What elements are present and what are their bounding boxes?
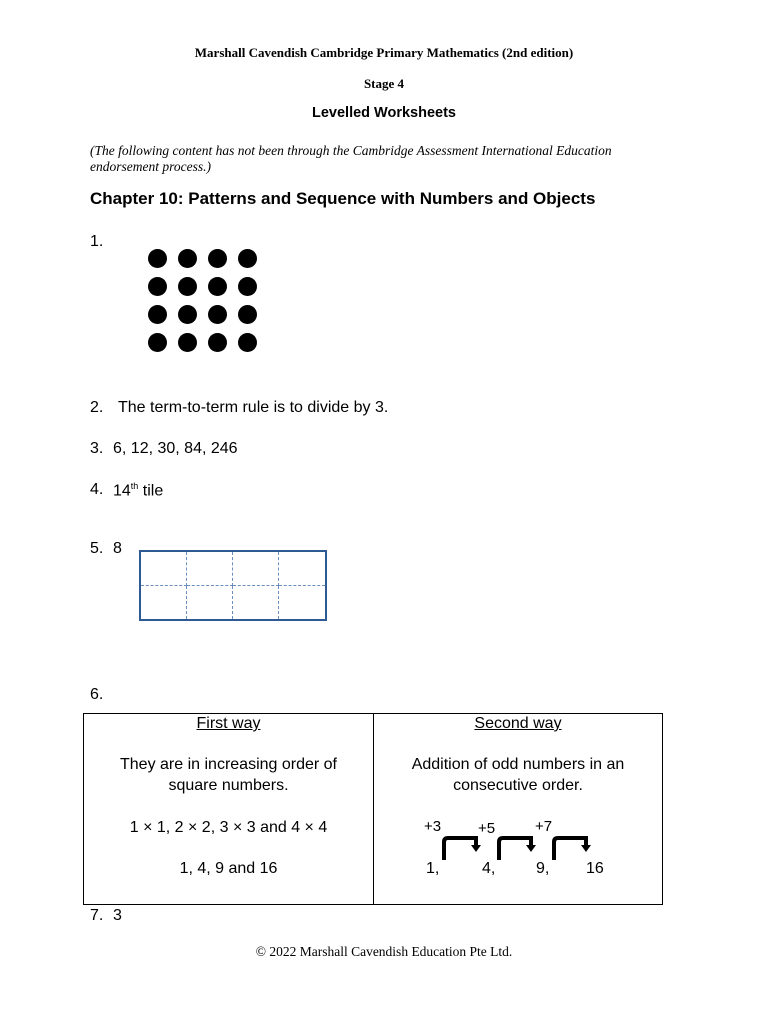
dot: [238, 277, 257, 296]
grid-cell: [279, 586, 325, 620]
step-arrow-1: [444, 838, 476, 860]
dot: [148, 333, 167, 352]
step-label-2: +5: [478, 820, 496, 837]
q4-ordinal-suffix: th: [130, 481, 139, 491]
dot: [208, 249, 227, 268]
dot: [148, 249, 167, 268]
arrowhead-2: [526, 845, 536, 852]
sequence-term-2: 4,: [482, 860, 496, 877]
first-way-expression: 1 × 1, 2 × 2, 3 × 3 and 4 × 4: [129, 819, 328, 836]
q3-answer: 6, 12, 30, 84, 246: [113, 440, 238, 457]
dot: [148, 277, 167, 296]
q1-number: 1.: [90, 233, 104, 250]
q4-value: 14: [113, 482, 131, 500]
dot: [208, 277, 227, 296]
q7-answer: 3: [113, 907, 122, 924]
step-arrow-3: [554, 838, 586, 860]
dot: [178, 277, 197, 296]
grid-cell: [233, 552, 279, 586]
q6-number: 6.: [90, 686, 104, 703]
worksheet-title: Levelled Worksheets: [312, 105, 456, 121]
chapter-title: Chapter 10: Patterns and Sequence with Numbers and Objects: [90, 189, 596, 208]
arrowhead-3: [581, 845, 591, 852]
q5-number: 5.: [90, 540, 104, 557]
endorsement-disclaimer: (The following content has not been through the Cambridge Assessment International Education endorsement process.): [90, 143, 612, 174]
second-way-line2: consecutive order.: [453, 777, 583, 794]
dot: [208, 305, 227, 324]
q2-answer: The term-to-term rule is to divide by 3.: [118, 399, 389, 416]
dot: [178, 249, 197, 268]
first-way-heading: First way: [196, 715, 261, 732]
dot: [208, 333, 227, 352]
first-way-line2: square numbers.: [168, 777, 289, 794]
dot: [148, 305, 167, 324]
arrowhead-1: [471, 845, 481, 852]
dot-array: [148, 249, 264, 357]
q5-answer: 8: [113, 540, 122, 557]
publisher-heading: Marshall Cavendish Cambridge Primary Mathematics (2nd edition): [194, 45, 574, 60]
first-way-line1: They are in increasing order of: [120, 756, 337, 773]
grid-cell: [187, 586, 233, 620]
table-divider: [373, 714, 374, 904]
q4-answer: [113, 481, 163, 500]
grid-cell: [187, 552, 233, 586]
stage-heading: Stage 4: [363, 76, 405, 91]
step-arrows: [374, 832, 662, 862]
second-way-heading: Second way: [474, 715, 562, 732]
q6-answer-table: [83, 713, 663, 905]
copyright-footer: © 2022 Marshall Cavendish Education Pte Ltd.: [255, 944, 513, 959]
q4-number: 4.: [90, 481, 104, 498]
q2-number: 2.: [90, 399, 104, 416]
grid-cell: [233, 586, 279, 620]
rectangle-grid: [139, 550, 327, 621]
dot: [238, 333, 257, 352]
grid-cell: [141, 552, 187, 586]
dot: [178, 333, 197, 352]
step-label-1: +3: [424, 818, 442, 835]
q4-after: tile: [142, 482, 164, 500]
first-way-result: 1, 4, 9 and 16: [179, 860, 278, 877]
grid-cell: [279, 552, 325, 586]
grid-cell: [141, 586, 187, 620]
dot: [238, 249, 257, 268]
sequence-term-1: 1,: [426, 860, 440, 877]
sequence-term-4: 16: [586, 860, 604, 877]
step-label-3: +7: [535, 818, 553, 835]
second-way-line1: Addition of odd numbers in an: [411, 756, 625, 773]
q7-number: 7.: [90, 907, 104, 924]
dot: [238, 305, 257, 324]
sequence-term-3: 9,: [536, 860, 550, 877]
step-arrow-2: [499, 838, 531, 860]
q3-number: 3.: [90, 440, 104, 457]
dot: [178, 305, 197, 324]
